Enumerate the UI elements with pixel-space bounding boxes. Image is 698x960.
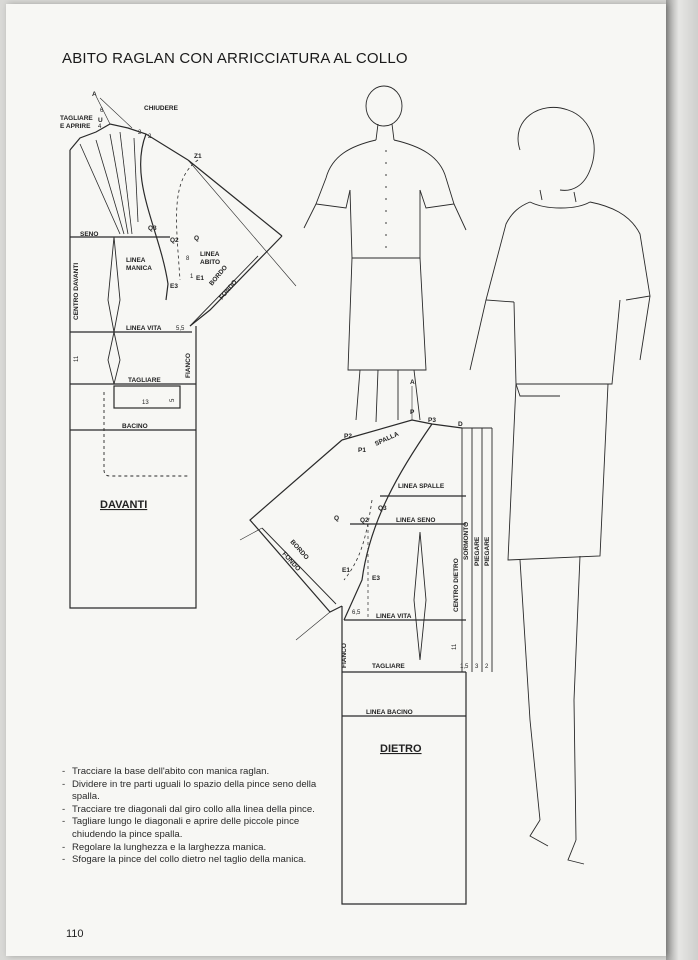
label-cut: TAGLIARE xyxy=(128,377,161,384)
num-13: 13 xyxy=(142,400,149,406)
label-edge: BORDO xyxy=(208,264,230,288)
instructions-list xyxy=(62,766,322,867)
point-p: P xyxy=(410,409,415,416)
label-side: FIANCO xyxy=(185,353,192,378)
point-e1-back: E1 xyxy=(342,567,350,574)
instruction-item: - Regolare la lunghezza e la larghezza manica. xyxy=(62,842,322,855)
label-hip: BACINO xyxy=(122,423,148,430)
label-edge-back: BORDO xyxy=(288,538,310,562)
label-hip-line: LINEA BACINO xyxy=(366,709,413,716)
label-fold-1: PIEGARE xyxy=(474,536,481,566)
point-z1: Z1 xyxy=(194,153,202,160)
point-a-back: A xyxy=(410,379,415,386)
num-2: 2 xyxy=(485,664,489,670)
instruction-item: - Sfogare la pince del collo dietro nel taglio della manica. xyxy=(62,854,322,867)
label-hem: FONDO xyxy=(218,278,239,302)
point-q2-back: Q2 xyxy=(360,517,369,524)
num-8: 8 xyxy=(186,256,190,262)
label-center-front: CENTRO DAVANTI xyxy=(73,262,80,320)
num-11: 11 xyxy=(74,355,80,362)
label-waist-line: LINEA VITA xyxy=(126,325,162,332)
point-q2: Q2 xyxy=(170,237,179,244)
instruction-item: - Tracciare tre diagonali dal giro collo alla linea della pince. xyxy=(62,804,322,817)
point-q-back: Q xyxy=(334,515,340,522)
num-6: 6 xyxy=(100,108,104,114)
point-d: D xyxy=(458,421,463,428)
label-sleeve-line: LINEA xyxy=(126,257,146,264)
label-shoulder-line: LINEA SPALLE xyxy=(398,483,445,490)
page-title: ABITO RAGLAN CON ARRICCIATURA AL COLLO xyxy=(62,50,408,67)
label-overlap: SORMONTO xyxy=(463,521,470,560)
point-p3: P3 xyxy=(428,417,436,424)
instruction-item: - Tracciare la base dell'abito con manica raglan. xyxy=(62,766,322,779)
point-p2: P2 xyxy=(344,433,352,440)
back-view-figure xyxy=(304,86,466,422)
page-number: 110 xyxy=(66,928,84,940)
label-close: CHIUDERE xyxy=(144,105,178,112)
num-2b: 2 xyxy=(148,134,152,140)
point-p1: P1 xyxy=(358,447,366,454)
front-pattern-drawing xyxy=(70,96,296,608)
front-caption: DAVANTI xyxy=(100,499,148,511)
front-labels xyxy=(60,91,239,511)
point-q3-back: Q3 xyxy=(378,505,387,512)
point-e3: E3 xyxy=(170,283,178,290)
label-center-back: CENTRO DIETRO xyxy=(453,558,460,612)
label-shoulder: SPALLA xyxy=(373,430,400,448)
point-a: A xyxy=(92,91,97,98)
num-3: 3 xyxy=(475,664,479,670)
num-1-5: 1,5 xyxy=(460,664,469,670)
label-sleeve-line-2: MANICA xyxy=(126,265,152,272)
point-e3-back: E3 xyxy=(372,575,380,582)
num-2a: 2 xyxy=(138,130,142,136)
num-1: 1 xyxy=(190,274,194,280)
point-q3: Q3 xyxy=(148,225,157,232)
num-6-5: 6,5 xyxy=(352,610,361,616)
num-4: 4 xyxy=(98,124,102,130)
label-waist-line-back: LINEA VITA xyxy=(376,613,412,620)
fashion-figure xyxy=(470,107,650,864)
num-11-back: 11 xyxy=(452,643,458,650)
label-hem-back: FONDO xyxy=(280,550,302,573)
label-cut-open-2: E APRIRE xyxy=(60,123,91,130)
label-cut-open: TAGLIARE xyxy=(60,115,93,122)
num-5: 5 xyxy=(170,398,176,402)
point-u: U xyxy=(98,117,103,124)
point-q: Q xyxy=(194,235,200,242)
label-side-back: FIANCO xyxy=(341,643,348,668)
label-cut-back: TAGLIARE xyxy=(372,663,405,670)
label-bust-line: LINEA SENO xyxy=(396,517,436,524)
label-fold-2: PIEGARE xyxy=(484,536,491,566)
label-dress-line-2: ABITO xyxy=(200,259,221,266)
back-caption: DIETRO xyxy=(380,743,422,755)
label-dress-line: LINEA xyxy=(200,251,220,258)
instruction-item: - Tagliare lungo le diagonali e aprire delle piccole pince chiudendo la pince spalla. xyxy=(62,816,322,841)
instruction-item: - Dividere in tre parti uguali lo spazio della pince seno della spalla. xyxy=(62,779,322,804)
point-e1: E1 xyxy=(196,275,204,282)
num-5-5: 5,5 xyxy=(176,326,185,332)
back-labels xyxy=(281,379,491,755)
label-bust: SENO xyxy=(80,231,99,238)
